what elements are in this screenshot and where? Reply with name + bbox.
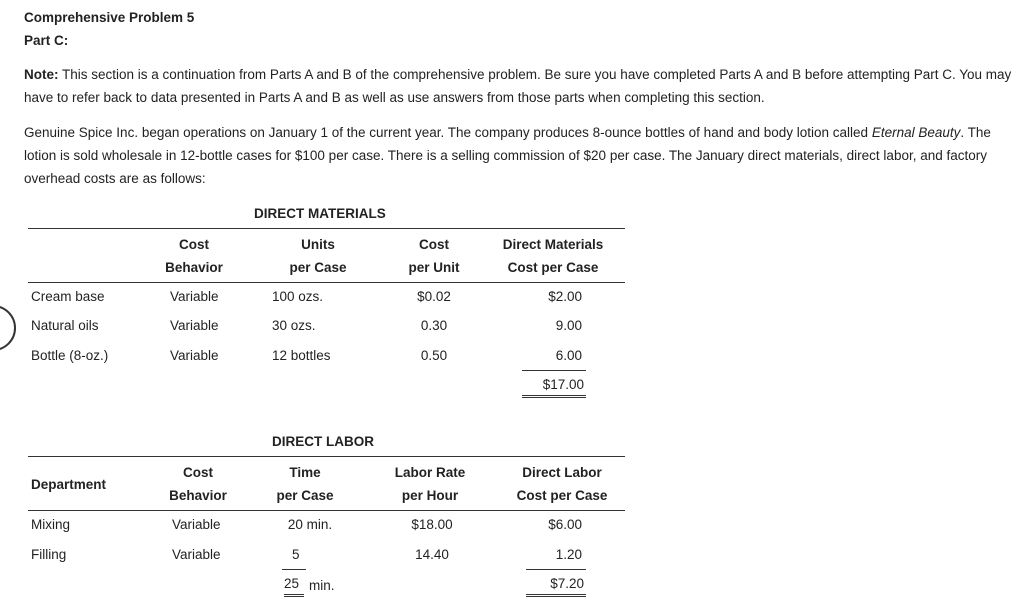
materials-row-cost: $0.02 (417, 289, 451, 304)
materials-header-cost (394, 233, 474, 279)
header-line: per Case (276, 488, 334, 503)
labor-header-total (500, 461, 624, 507)
materials-row-total: $2.00 (548, 289, 582, 304)
header-line: Direct Labor (522, 465, 602, 480)
labor-title: DIRECT LABOR (272, 434, 374, 449)
labor-row-name: Mixing (31, 517, 71, 532)
header-line: Cost (183, 465, 213, 480)
materials-row-cost: 0.30 (420, 318, 448, 333)
labor-row-time: 20 min. (287, 517, 333, 532)
header-line: Cost (419, 237, 449, 252)
materials-row-behavior: Variable (170, 318, 219, 333)
labor-header-rate (380, 461, 480, 507)
materials-row-behavior: Variable (170, 348, 219, 363)
materials-row-units: 12 bottles (272, 348, 331, 363)
materials-grand-total: $17.00 (522, 377, 586, 398)
labor-row-behavior: Variable (172, 517, 221, 532)
materials-row-units: 30 ozs. (272, 318, 316, 333)
materials-header-units (268, 233, 368, 279)
page-title: Comprehensive Problem 5 (24, 10, 195, 25)
materials-row-name: Bottle (8-oz.) (31, 348, 109, 363)
materials-row-total: 9.00 (555, 318, 582, 333)
header-line: per Unit (408, 260, 460, 275)
header-line: Behavior (169, 488, 227, 503)
materials-header-rule (28, 282, 625, 283)
labor-header-department: Department (31, 477, 107, 492)
materials-total-rule (522, 370, 586, 371)
labor-header-behavior (156, 461, 240, 507)
materials-top-rule (28, 228, 625, 229)
materials-row-name: Cream base (31, 289, 105, 304)
header-line: per Hour (401, 488, 459, 503)
header-line: Cost per Case (507, 260, 599, 275)
labor-header-rule (28, 510, 625, 511)
labor-header-time (260, 461, 350, 507)
labor-row-rate: $18.00 (411, 517, 453, 532)
materials-row-cost: 0.50 (420, 348, 448, 363)
intro-text-1: Genuine Spice Inc. began operations on January 1 of the current year. The company produces 8-ounce bottles of hand and body lotion called (24, 125, 872, 140)
materials-title: DIRECT MATERIALS (254, 206, 386, 221)
header-line: Direct Materials (502, 237, 604, 252)
header-line: per Case (289, 260, 347, 275)
header-line: Time (289, 465, 321, 480)
labor-time-total: 25 (284, 576, 304, 597)
header-line: Cost (179, 237, 209, 252)
labor-grand-total: $7.20 (526, 576, 586, 597)
labor-row-behavior: Variable (172, 547, 221, 562)
materials-header-behavior (154, 233, 234, 279)
labor-row-rate: 14.40 (415, 547, 449, 562)
header-line: Cost per Case (516, 488, 608, 503)
labor-row-time: 5 (292, 547, 300, 562)
labor-time-rule (282, 569, 306, 570)
materials-row-units: 100 ozs. (272, 289, 324, 304)
note-paragraph (24, 63, 1014, 109)
materials-row-behavior: Variable (170, 289, 219, 304)
header-line: Units (301, 237, 335, 252)
intro-paragraph (24, 121, 1014, 190)
materials-header-total (488, 233, 618, 279)
product-name: Eternal Beauty (871, 125, 961, 140)
labor-row-total: 1.20 (555, 547, 582, 562)
labor-top-rule (28, 456, 625, 457)
labor-row-name: Filling (31, 547, 67, 562)
labor-total-rule (526, 569, 586, 570)
note-label: Note: (24, 67, 59, 82)
intro-text-2: . The lotion is sold wholesale in 12-bottle cases for $100 per case. There is a selling commission of $20 per case. The January direct materials, direct labor, and factory overhead costs are as follows: (24, 125, 991, 186)
note-text: This section is a continuation from Parts A and B of the comprehensive problem. Be sure you have completed Parts A and B before attempting Part C. You may have to refer back to data presented in Parts A and B as well as use answers from those parts when completing this section. (24, 67, 1012, 105)
header-line: Behavior (165, 260, 223, 275)
header-line: Labor Rate (394, 465, 466, 480)
labor-time-unit: min. (309, 578, 335, 593)
materials-row-name: Natural oils (31, 318, 99, 333)
page-subtitle: Part C: (24, 33, 69, 48)
materials-row-total: 6.00 (555, 348, 582, 363)
labor-row-total: $6.00 (548, 517, 582, 532)
circle-mark (0, 305, 16, 351)
